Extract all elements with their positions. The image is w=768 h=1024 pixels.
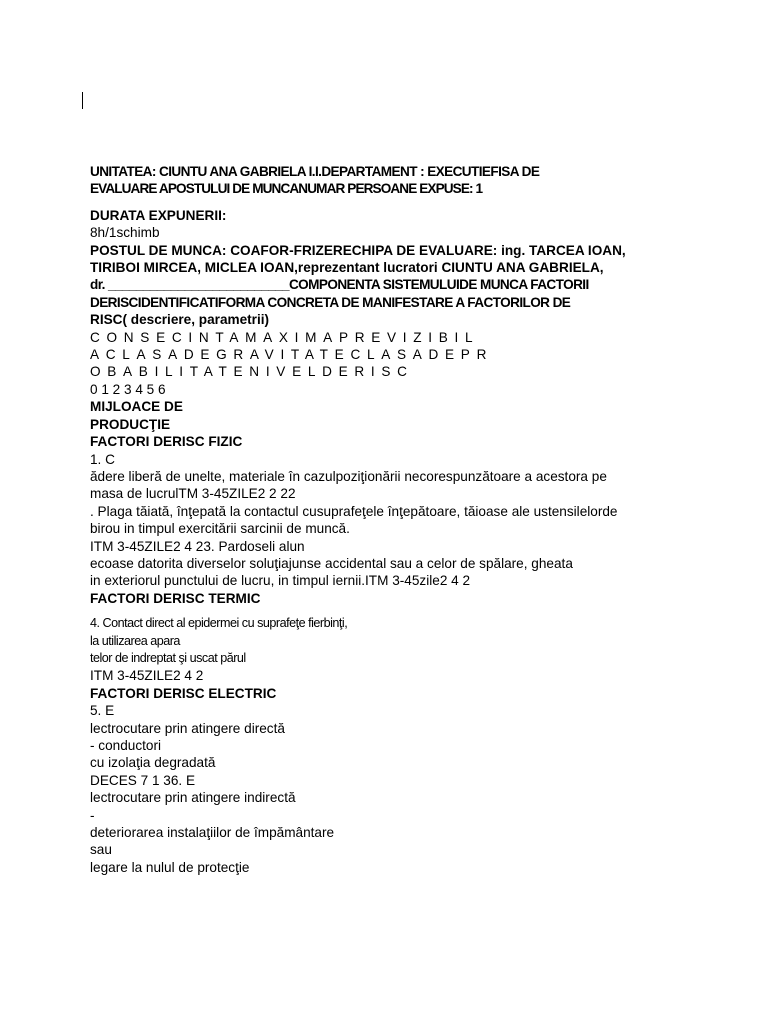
item-3-text: ecoase datorita diverselor soluţiajunse accidental sau a celor de spălare, gheata (90, 555, 573, 571)
item-6-text: lectrocutare prin atingere indirectă (90, 790, 296, 806)
risk-factors-line: DERISCIDENTIFICATIFORMA CONCRETA DE MANIFESTARE A FACTORILOR DE (90, 294, 571, 310)
scale-numbers: 0 1 2 3 4 5 6 (90, 381, 166, 397)
item-5-text-cont-1: - conductori (90, 738, 162, 753)
risk-description-line: RISC( descriere, parametrii) (90, 312, 270, 328)
section-means-line-1: MIJLOACE DE (90, 399, 183, 415)
item-6-text-cont-3: legare la nulul de protecţie (90, 859, 250, 875)
item-5-number: 5. E (90, 703, 115, 719)
item-3-text-cont: in exteriorul punctului de lucru, in timpul iernii.ITM 3-45zile2 4 2 (90, 573, 471, 589)
item-5-text: lectrocutare prin atingere directă (90, 720, 285, 736)
item-5-text-cont-2: cu izolaţia degradată (90, 755, 216, 771)
item-1-itm: masa de lucrulTM 3-45ZILE2 2 22 (90, 486, 296, 502)
spaced-header-line-1: CONSECINTAMAXIMAPREVIZIBIL (90, 329, 480, 345)
evaluators-line: TIRIBOI MIRCEA, MICLEA IOAN,reprezentant lucratori CIUNTU ANA GABRIELA, (90, 260, 604, 276)
item-6-text-cont-1: deteriorarea instalaţiilor de împământare (90, 825, 335, 841)
item-6-text-cont-2: sau (90, 842, 112, 858)
item-5-consequence: DECES 7 1 36. E (90, 772, 196, 788)
item-2-text: . Plaga tăiată, înţepată la contactul cusuprafeţele înţepătoare, tăioase ale ustensilelorde (90, 503, 618, 519)
item-6-dash: - (90, 807, 95, 823)
item-4-text: 4. Contact direct al epidermei cu suprafeţe fierbinţi, (90, 616, 348, 631)
header-line-2: EVALUARE APOSTULUI DE MUNCANUMAR PERSOANE EXPUSE: 1 (90, 181, 483, 197)
item-2-text-cont: birou in timpul exercitării sarcinii de muncă. (90, 521, 350, 537)
section-physical-risk: FACTORI DERISC FIZIC (90, 434, 243, 450)
text-cursor (82, 92, 83, 109)
document-body (90, 163, 680, 876)
item-1-text: ădere liberă de unelte, materiale în cazulpoziţionării necorespunzătoare a acestora pe (90, 468, 607, 484)
item-2-itm: ITM 3-45ZILE2 4 23. Pardoseli alun (90, 538, 305, 554)
item-1-number: 1. C (90, 451, 115, 467)
section-thermal-risk: FACTORI DERISC TERMIC (90, 590, 261, 606)
components-line: dr. __________________________COMPONENTA SISTEMULUIDE MUNCA FACTORII (90, 277, 589, 293)
item-4-itm: ITM 3-45ZILE2 4 2 (90, 668, 204, 684)
header-line-1: UNITATEA: CIUNTU ANA GABRIELA I.I.DEPARTAMENT : EXECUTIEFISA DE (90, 164, 540, 179)
spaced-header-line-2: ACLASADEGRAVITATECLASADEPR (90, 347, 494, 363)
item-4-text-cont-1: la utilizarea apara (90, 633, 180, 648)
exposure-duration-label: DURATA EXPUNERII: (90, 207, 227, 223)
workplace-line: POSTUL DE MUNCA: COAFOR-FRIZERECHIPA DE EVALUARE: ing. TARCEA IOAN, (90, 242, 626, 258)
exposure-duration-value: 8h/1schimb (90, 225, 160, 241)
spaced-header-line-3: OBABILITATENIVELDERISC (90, 364, 414, 380)
section-electrical-risk: FACTORI DERISC ELECTRIC (90, 685, 277, 701)
section-means-line-2: PRODUCŢIE (90, 416, 171, 432)
item-4-text-cont-2: telor de indreptat şi uscat părul (90, 650, 246, 665)
